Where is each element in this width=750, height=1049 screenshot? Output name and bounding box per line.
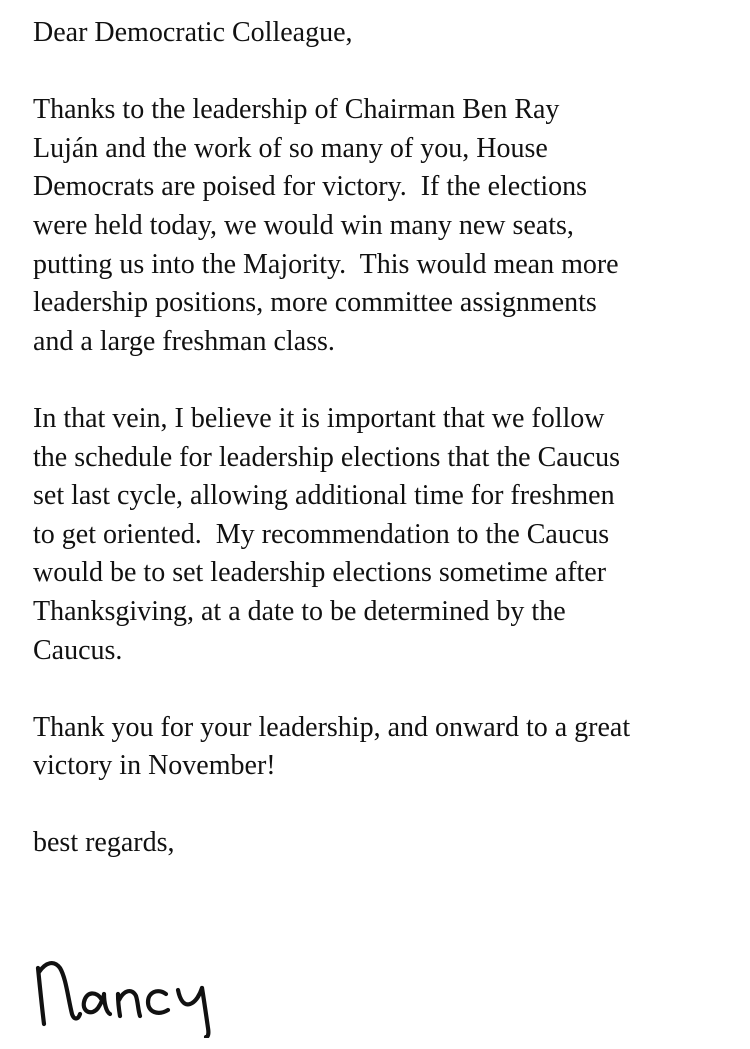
closing-text: best regards,	[33, 827, 175, 859]
paragraph-1	[33, 91, 733, 361]
paragraph-line: and a large freshman class.	[33, 325, 335, 357]
paragraph-line: Caucus.	[33, 634, 123, 666]
paragraph-line: Democrats are poised for victory. If the elections	[33, 171, 588, 203]
paragraph-line: leadership positions, more committee assignments	[33, 287, 597, 319]
letter-body	[33, 14, 733, 902]
paragraph-line: the schedule for leadership elections that the Caucus	[33, 441, 621, 473]
paragraph-line: would be to set leadership elections sometime after	[33, 557, 607, 589]
handwritten-signature	[30, 938, 240, 1038]
paragraph-line: victory in November!	[33, 750, 276, 782]
paragraph-2	[33, 400, 733, 670]
paragraph-3	[33, 709, 733, 786]
paragraph-line: were held today, we would win many new seats,	[33, 209, 574, 241]
paragraph-line: to get oriented. My recommendation to the Caucus	[33, 518, 610, 550]
salutation-text: Dear Democratic Colleague,	[33, 17, 353, 48]
paragraph-line: Thank you for your leadership, and onward to a great	[33, 711, 631, 743]
paragraph-line: In that vein, I believe it is important that we follow	[33, 402, 605, 434]
paragraph-line: Thanksgiving, at a date to be determined by the	[33, 595, 566, 627]
paragraph-line: set last cycle, allowing additional time for freshmen	[33, 480, 615, 512]
paragraph-line: putting us into the Majority. This would mean more	[33, 248, 619, 280]
paragraph-line: Thanks to the leadership of Chairman Ben Ray	[33, 94, 560, 126]
closing	[33, 824, 733, 863]
paragraph-line: Luján and the work of so many of you, House	[33, 132, 548, 164]
signature-drawing	[30, 938, 240, 1038]
salutation	[33, 14, 733, 53]
